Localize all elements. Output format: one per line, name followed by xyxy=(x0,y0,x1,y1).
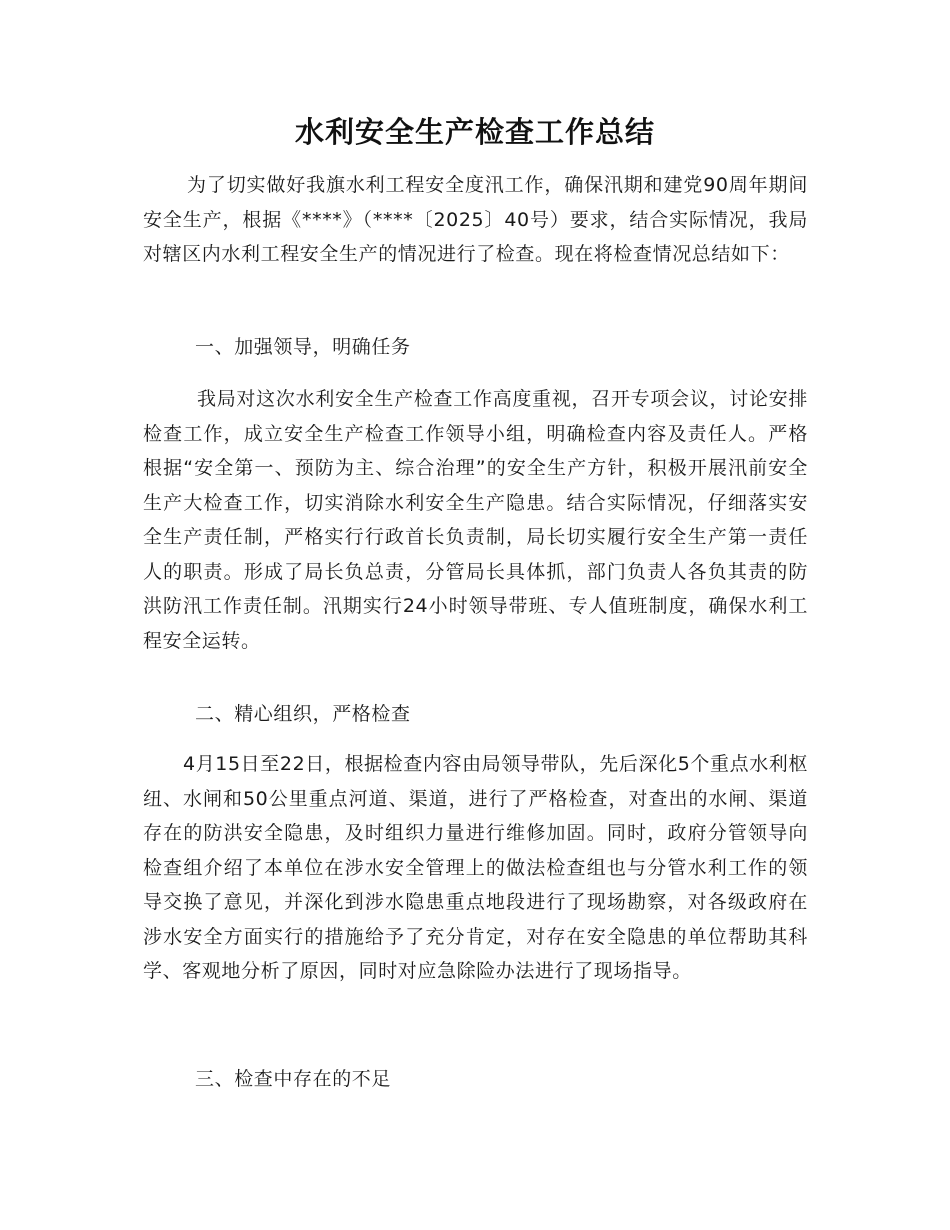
intro-paragraph: 为了切实做好我旗水利工程安全度汛工作，确保汛期和建党90周年期间安全生产，根据《****》（****〔2025〕40号）要求，结合实际情况，我局对辖区内水利工程安全生产的情况进行了检查。现在将检查情况总结如下： xyxy=(143,174,808,265)
document-title: 水利安全生产检查工作总结 xyxy=(294,115,655,149)
section-3-heading: 三、检查中存在的不足 xyxy=(195,1068,392,1090)
section-2-paragraph: 4月15日至22日，根据检查内容由局领导带队，先后深化5个重点水利枢纽、水闸和50公里重点河道、渠道，进行了严格检查，对查出的水闸、渠道存在的防洪安全隐患，及时组织力量进行维修加固。同时，政府分管领导向检查组介绍了本单位在涉水安全管理上的做法检查组也与分管水利工作的领导交换了意见，并深化到涉水隐患重点地段进行了现场勘察，对各级政府在涉水安全方面实行的措施给予了充分肯定，对存在安全隐患的单位帮助其科学、客观地分析了原因，同时对应急除险办法进行了现场指导。 xyxy=(143,753,808,982)
section-2-heading: 二、精心组织，严格检查 xyxy=(195,703,411,725)
section-1-paragraph: 我局对这次水利安全生产检查工作高度重视，召开专项会议，讨论安排检查工作，成立安全生产检查工作领导小组，明确检查内容及责任人。严格根据“安全第一、预防为主、综合治理”的安全生产方针，积极开展汛前安全生产大检查工作，切实消除水利安全生产隐患。结合实际情况，仔细落实安全生产责任制，严格实行行政首长负责制，局长切实履行安全生产第一责任人的职责。形成了局长负总责，分管局长具体抓，部门负责人各负其责的防洪防汛工作责任制。汛期实行24小时领导带班、专人值班制度，确保水利工程安全运转。 xyxy=(143,388,808,652)
section-1-heading: 一、加强领导，明确任务 xyxy=(195,336,411,358)
